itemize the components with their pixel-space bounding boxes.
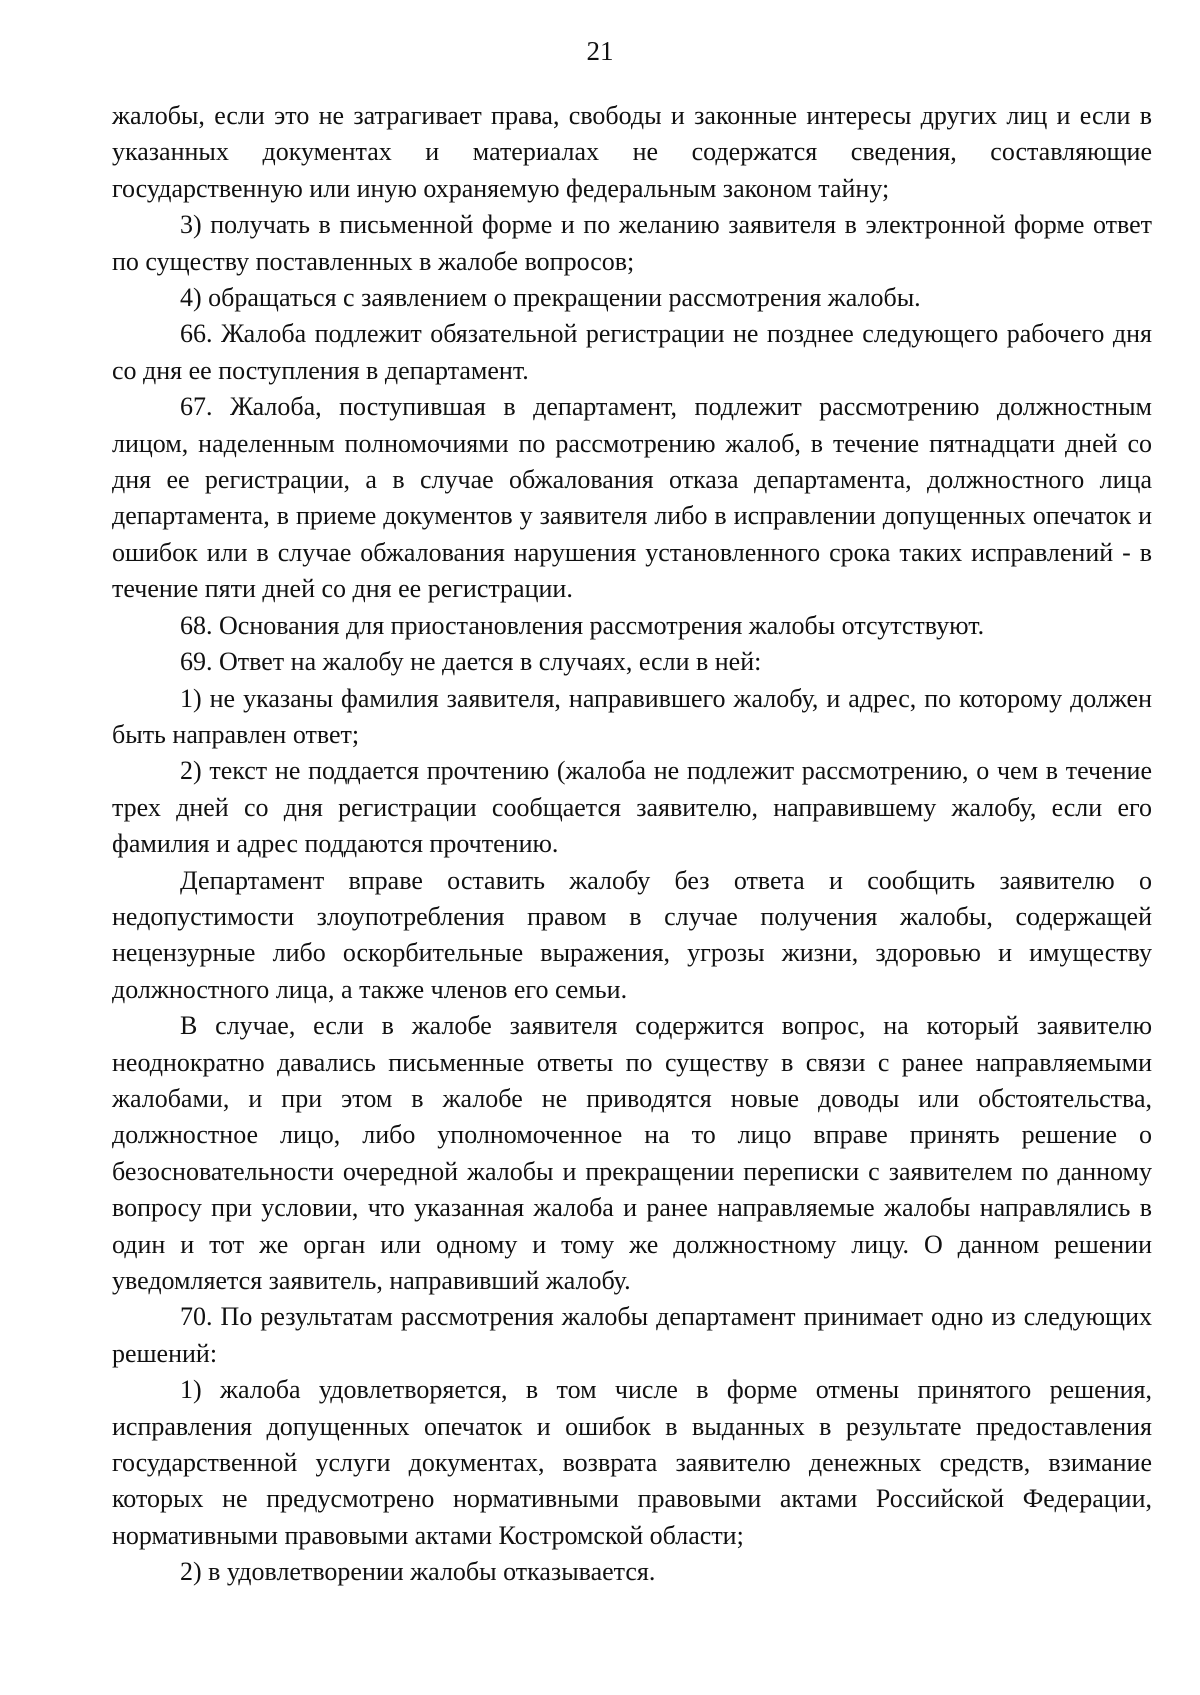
paragraph-item-3: 3) получать в письменной форме и по желанию заявителя в электронной форме ответ по существу поставленных в жалобе вопросов; [112,210,1152,276]
paragraph-66: 66. Жалоба подлежит обязательной регистрации не позднее следующего рабочего дня со дня ее поступления в департамент. [112,319,1152,385]
paragraph-department-right: Департамент вправе оставить жалобу без ответа и сообщить заявителю о недопустимости злоупотребления правом в случае получения жалобы, содержащей нецензурные либо оскорбительные выражения, угрозы жизни, здоровью и имуществу должностного лица, а также членов его семьи. [112,865,1152,1004]
paragraph-70-item-2: 2) в удовлетворении жалобы отказывается. [180,1557,656,1587]
paragraph-repeated-complaint: В случае, если в жалобе заявителя содержится вопрос, на который заявителю неоднократно давались письменные ответы по существу в связи с ранее направляемыми жалобами, и при этом в жалобе не приводятся новые доводы или обстоятельства, должностное лицо, либо уполномоченное на то лицо вправе принять решение о безосновательности очередной жалобы и прекращении переписки с заявителем по данному вопросу при условии, что указанная жалоба и ранее направляемые жалобы направлялись в один и тот же орган или одному и тому же должностному лицу. О данном решении уведомляется заявитель, направивший жалобу. [112,1011,1152,1295]
paragraph-item-4: 4) обращаться с заявлением о прекращении рассмотрения жалобы. [180,283,921,313]
paragraph-70-item-1: 1) жалоба удовлетворяется, в том числе в форме отмены принятого решения, исправления допущенных опечаток и ошибок в выданных в результате предоставления государственной услуги документах, возврата заявителю денежных средств, взимание которых не предусмотрено нормативными правовыми актами Российской Федерации, нормативными правовыми актами Костромской области; [112,1375,1152,1550]
document-body [112,98,1152,1591]
paragraph-continuation: жалобы, если это не затрагивает права, свободы и законные интересы других лиц и если в указанных документах и материалах не содержатся сведения, составляющие государственную или иную охраняемую федеральным законом тайну; [112,101,1152,203]
paragraph-67: 67. Жалоба, поступившая в департамент, подлежит рассмотрению должностным лицом, наделенным полномочиями по рассмотрению жалоб, в течение пятнадцати дней со дня ее регистрации, а в случае обжалования отказа департамента, должностного лица департамента, в приеме документов у заявителя либо в исправлении допущенных опечаток и ошибок или в случае обжалования нарушения установленного срока таких исправлений - в течение пяти дней со дня ее регистрации. [112,392,1152,604]
paragraph-70: 70. По результатам рассмотрения жалобы департамент принимает одно из следующих решений: [112,1302,1152,1368]
paragraph-69: 69. Ответ на жалобу не дается в случаях, если в ней: [180,647,762,677]
paragraph-69-item-1: 1) не указаны фамилия заявителя, направившего жалобу, и адрес, по которому должен быть направлен ответ; [112,683,1152,749]
paragraph-68: 68. Основания для приостановления рассмотрения жалобы отсутствуют. [180,610,985,640]
paragraph-69-item-2: 2) текст не поддается прочтению (жалоба не подлежит рассмотрению, о чем в течение трех дней со дня регистрации сообщается заявителю, направившему жалобу, если его фамилия и адрес поддаются прочтению. [112,756,1152,859]
page-number: 21 [586,36,614,66]
